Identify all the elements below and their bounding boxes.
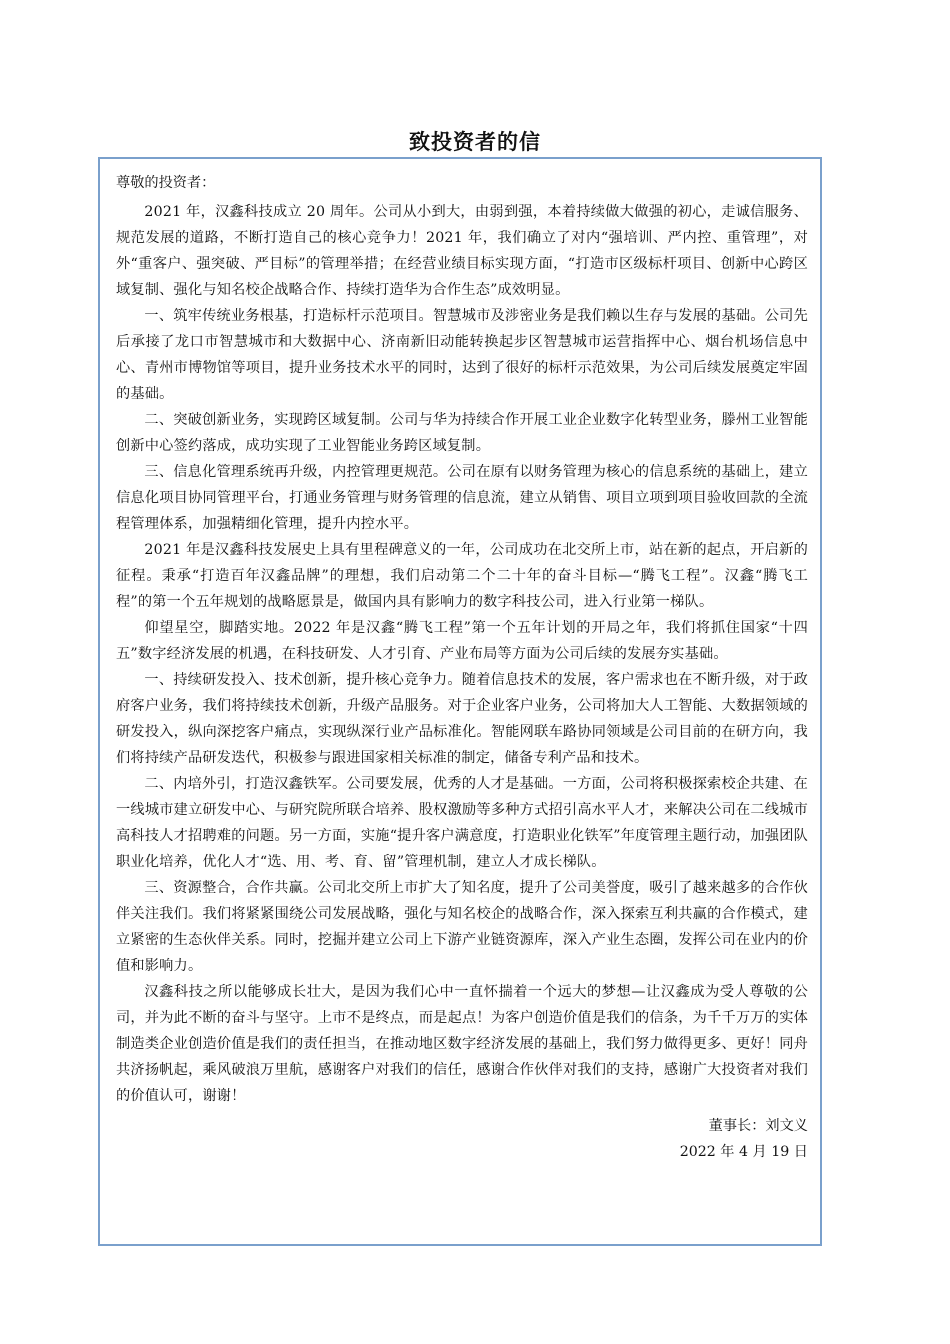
paragraph-closing: 汉鑫科技之所以能够成长壮大，是因为我们心中一直怀揣着一个远大的梦想—让汉鑫成为受人尊敬的公司，并为此不断的奋斗与坚守。上市不是终点，而是起点！为客户创造价值是我们的信条，为千千万万的实体制造类企业创造价值是我们的责任担当，在推动地区数字经济发展的基础上，我们努力做得更多、更好！同舟共济扬帆起，乘风破浪万里航，感谢客户对我们的信任，感谢合作伙伴对我们的支持，感谢广大投资者对我们的价值认可，谢谢！ (116, 984, 808, 1104)
letter-title: 致投资者的信 (409, 130, 541, 154)
paragraph-2021-point-1: 一、筑牢传统业务根基，打造标杆示范项目。智慧城市及涉密业务是我们赖以生存与发展的基础。公司先后承接了龙口市智慧城市和大数据中心、济南新旧动能转换起步区智慧城市运营指挥中心、烟台机场信息中心、青州市博物馆等项目，提升业务技术水平的同时，达到了很好的标杆示范效果，为公司后续发展奠定牢固的基础。 (116, 308, 808, 402)
paragraph-intro: 2021 年，汉鑫科技成立 20 周年。公司从小到大，由弱到强，本着持续做大做强的初心，走诚信服务、规范发展的道路，不断打造自己的核心竞争力！2021 年，我们确立了对内“强培训、严内控、重管理”，对外“重客户、强突破、严目标”的管理举措；在经营业绩目标实现方面，“打造市区级标杆项目、创新中心跨区域复制、强化与知名校企战略合作、持续打造华为合作生态”成效明显。 (116, 204, 808, 298)
paragraph-2022-point-1: 一、持续研发投入、技术创新，提升核心竞争力。随着信息技术的发展，客户需求也在不断升级，对于政府客户业务，我们将持续技术创新，升级产品服务。对于企业客户业务，公司将加大人工智能、大数据领域的研发投入，纵向深挖客户痛点，实现纵深行业产品标准化。智能网联车路协同领域是公司目前的在研方向，我们将持续产品研发迭代，积极参与跟进国家相关标准的制定，储备专利产品和技术。 (116, 672, 808, 766)
paragraph-2022-point-3: 三、资源整合，合作共赢。公司北交所上市扩大了知名度，提升了公司美誉度，吸引了越来越多的合作伙伴关注我们。我们将紧紧围绕公司发展战略，强化与知名校企的战略合作，深入探索互利共赢的合作模式，建立紧密的生态伙伴关系。同时，挖掘并建立公司上下游产业链资源库，深入产业生态圈，发挥公司在业内的价值和影响力。 (116, 880, 808, 974)
paragraph-2022-outlook: 仰望星空，脚踏实地。2022 年是汉鑫“腾飞工程”第一个五年计划的开局之年，我们将抓住国家“十四五”数字经济发展的机遇，在科技研发、人才引育、产业布局等方面为公司后续的发展夯实基础。 (116, 620, 808, 662)
paragraph-2021-point-2: 二、突破创新业务，实现跨区域复制。公司与华为持续合作开展工业企业数字化转型业务，滕州工业智能创新中心签约落成，成功实现了工业智能业务跨区域复制。 (116, 412, 808, 454)
paragraph-2021-point-3: 三、信息化管理系统再升级，内控管理更规范。公司在原有以财务管理为核心的信息系统的基础上，建立信息化项目协同管理平台，打通业务管理与财务管理的信息流，建立从销售、项目立项到项目验收回款的全流程管理体系，加强精细化管理，提升内控水平。 (116, 464, 808, 532)
paragraph-2022-point-2: 二、内培外引，打造汉鑫铁军。公司要发展，优秀的人才是基础。一方面，公司将积极探索校企共建、在一线城市建立研发中心、与研究院所联合培养、股权激励等多种方式招引高水平人才，来解决公司在二线城市高科技人才招聘难的问题。另一方面，实施“提升客户满意度，打造职业化铁军”年度管理主题行动，加强团队职业化培养，优化人才“选、用、考、育、留”管理机制，建立人才成长梯队。 (116, 776, 808, 870)
signature: 董事长：刘文义 (708, 1118, 808, 1134)
letter-date: 2022 年 4 月 19 日 (679, 1144, 808, 1160)
letter-frame (98, 157, 822, 1246)
paragraph-listing: 2021 年是汉鑫科技发展史上具有里程碑意义的一年，公司成功在北交所上市，站在新的起点，开启新的征程。秉承“打造百年汉鑫品牌”的理想，我们启动第二个二十年的奋斗目标—“腾飞工程”。汉鑫“腾飞工程”的第一个五年规划的战略愿景是，做国内具有影响力的数字科技公司，进入行业第一梯队。 (116, 542, 808, 610)
salutation: 尊敬的投资者： (116, 175, 216, 191)
